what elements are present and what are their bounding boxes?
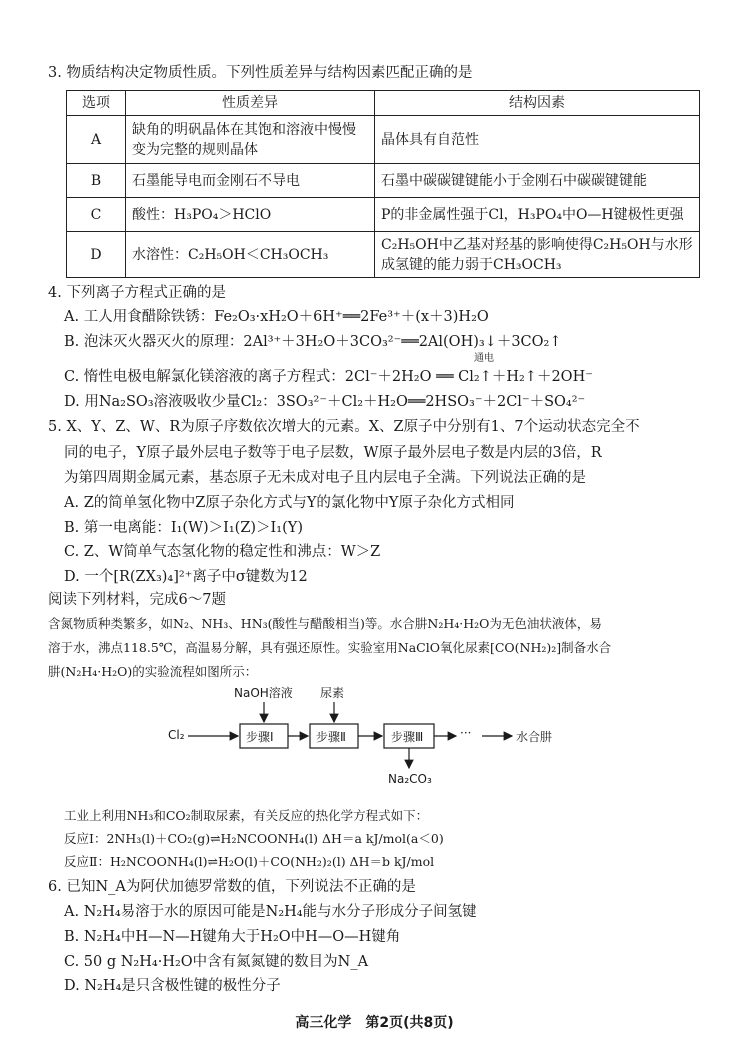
table-header: 结构因素 [375,91,700,116]
q5-stem-line3: 为第四周期金属元素，基态原子无未成对电子且内层电子全满。下列说法正确的是 [64,470,586,486]
table-cell: P的非金属性强于Cl，H₃PO₄中O—H键极性更强 [375,198,700,232]
table-row [67,164,700,198]
table-cell: 石墨中碳碳键键能小于金刚石中碳碳键键能 [375,164,700,198]
q5-stem-line2: 同的电子，Y原子最外层电子数等于电子层数，W原子最外层电子数是内层的3倍，R [64,445,602,461]
table-cell: B [67,164,126,198]
flow-start-cl2: Cl₂ [168,728,185,742]
q3-stem: 3. 物质结构决定物质性质。下列性质差异与结构因素匹配正确的是 [48,65,473,81]
q5-stem-line1: 5. X、Y、Z、W、R为原子序数依次增大的元素。X、Z原子中分别有1、7个运动状态完全不 [48,419,640,435]
q6-option-c: C. 50 g N₂H₄·H₂O中含有氮氮键的数目为N_A [64,954,369,970]
table-cell: D [67,232,126,278]
q4-option-c: C. 惰性电极电解氯化镁溶液的离子方程式：2Cl⁻＋2H₂O ══ Cl₂↑＋H₂↑＋2OH⁻ [64,369,593,385]
q5-option-b: B. 第一电离能：I₁(W)＞I₁(Z)＞I₁(Y) [64,520,303,536]
page-footer: 高三化学 第2页(共8页) [295,1015,454,1031]
table-cell: A [67,116,126,164]
table-cell: 酸性：H₃PO₄＞HClO [126,198,375,232]
table-cell: 水溶性：C₂H₅OH＜CH₃OCH₃ [126,232,375,278]
table-cell: 晶体具有自范性 [375,116,700,164]
q6-option-b: B. N₂H₄中H—N—H键角大于H₂O中H—O—H键角 [64,929,401,945]
table-cell: 石墨能导电而金刚石不导电 [126,164,375,198]
table-cell: 缺角的明矾晶体在其饱和溶液中慢慢变为完整的规则晶体 [126,116,375,164]
table-header: 性质差异 [126,91,375,116]
flow-input-naoh: NaOH溶液 [234,686,293,700]
flow-byproduct: Na₂CO₃ [388,772,432,786]
q5-option-c: C. Z、W简单气态氢化物的稳定性和沸点：W＞Z [64,544,381,560]
table-header-row [67,91,700,116]
reading-paragraph-line2: 溶于水，沸点118.5℃，高温易分解，具有强还原性。实验室用NaClO氧化尿素[CO(NH₂)₂]制备水合 [48,640,612,655]
table-header: 选项 [67,91,126,116]
q6-stem: 6. 已知N_A为阿伏加德罗常数的值，下列说法不正确的是 [48,879,416,895]
table-row [67,116,700,164]
q5-option-a: A. Z的简单氢化物中Z原子杂化方式与Y的氯化物中Y原子杂化方式相同 [64,495,515,511]
flow-product: 水合肼 [516,730,553,744]
q4-stem: 4. 下列离子方程式正确的是 [48,285,226,301]
table-cell: C [67,198,126,232]
reaction-1: 反应Ⅰ：2NH₃(l)＋CO₂(g)⇌H₂NCOONH₄(l) ΔH＝a kJ/mol(a＜0) [64,831,444,846]
reading-paragraph-line3: 肼(N₂H₄·H₂O)的实验流程如图所示： [48,664,258,679]
flow-step-2: 步骤Ⅱ [316,730,346,744]
q4-option-a: A. 工人用食醋除铁锈：Fe₂O₃·xH₂O＋6H⁺══2Fe³⁺＋(x＋3)H₂O [64,309,489,325]
q6-option-d: D. N₂H₄是只含极性键的极性分子 [64,978,281,994]
q4-option-d: D. 用Na₂SO₃溶液吸收少量Cl₂：3SO₃²⁻＋Cl₂＋H₂O══2HSO₃⁻＋2Cl⁻＋SO₄²⁻ [64,394,586,410]
reading-title: 阅读下列材料，完成6～7题 [48,592,226,608]
flow-diagram [160,686,580,796]
table-row [67,198,700,232]
q3-table [66,90,700,278]
q4-option-b: B. 泡沫灭火器灭火的原理：2Al³⁺＋3H₂O＋3CO₃²⁻══2Al(OH)₃↓＋3CO₂↑ [64,334,562,350]
flow-step-1: 步骤Ⅰ [246,730,274,744]
table-row [67,232,700,278]
electrolysis-condition: 通电 [474,353,494,364]
reading-paragraph-line1: 含氮物质种类繁多，如N₂、NH₃、HN₃(酸性与醋酸相当)等。水合肼N₂H₄·H₂O为无色油状液体，易 [48,616,602,631]
reaction-2: 反应Ⅱ：H₂NCOONH₄(l)⇌H₂O(l)＋CO(NH₂)₂(l) ΔH＝b kJ/mol [64,854,435,869]
reading-urea-intro: 工业上利用NH₃和CO₂制取尿素，有关反应的热化学方程式如下： [64,808,429,823]
table-cell: C₂H₅OH中乙基对羟基的影响使得C₂H₅OH与水形成氢键的能力弱于CH₃OCH₃ [375,232,700,278]
flow-step-3: 步骤Ⅲ [391,730,424,744]
q6-option-a: A. N₂H₄易溶于水的原因可能是N₂H₄能与水分子形成分子间氢键 [64,904,477,920]
q5-option-d: D. 一个[R(ZX₃)₄]²⁺离子中σ键数为12 [64,569,308,585]
flow-ellipsis: ··· [460,726,472,740]
flow-input-urea: 尿素 [320,686,345,700]
